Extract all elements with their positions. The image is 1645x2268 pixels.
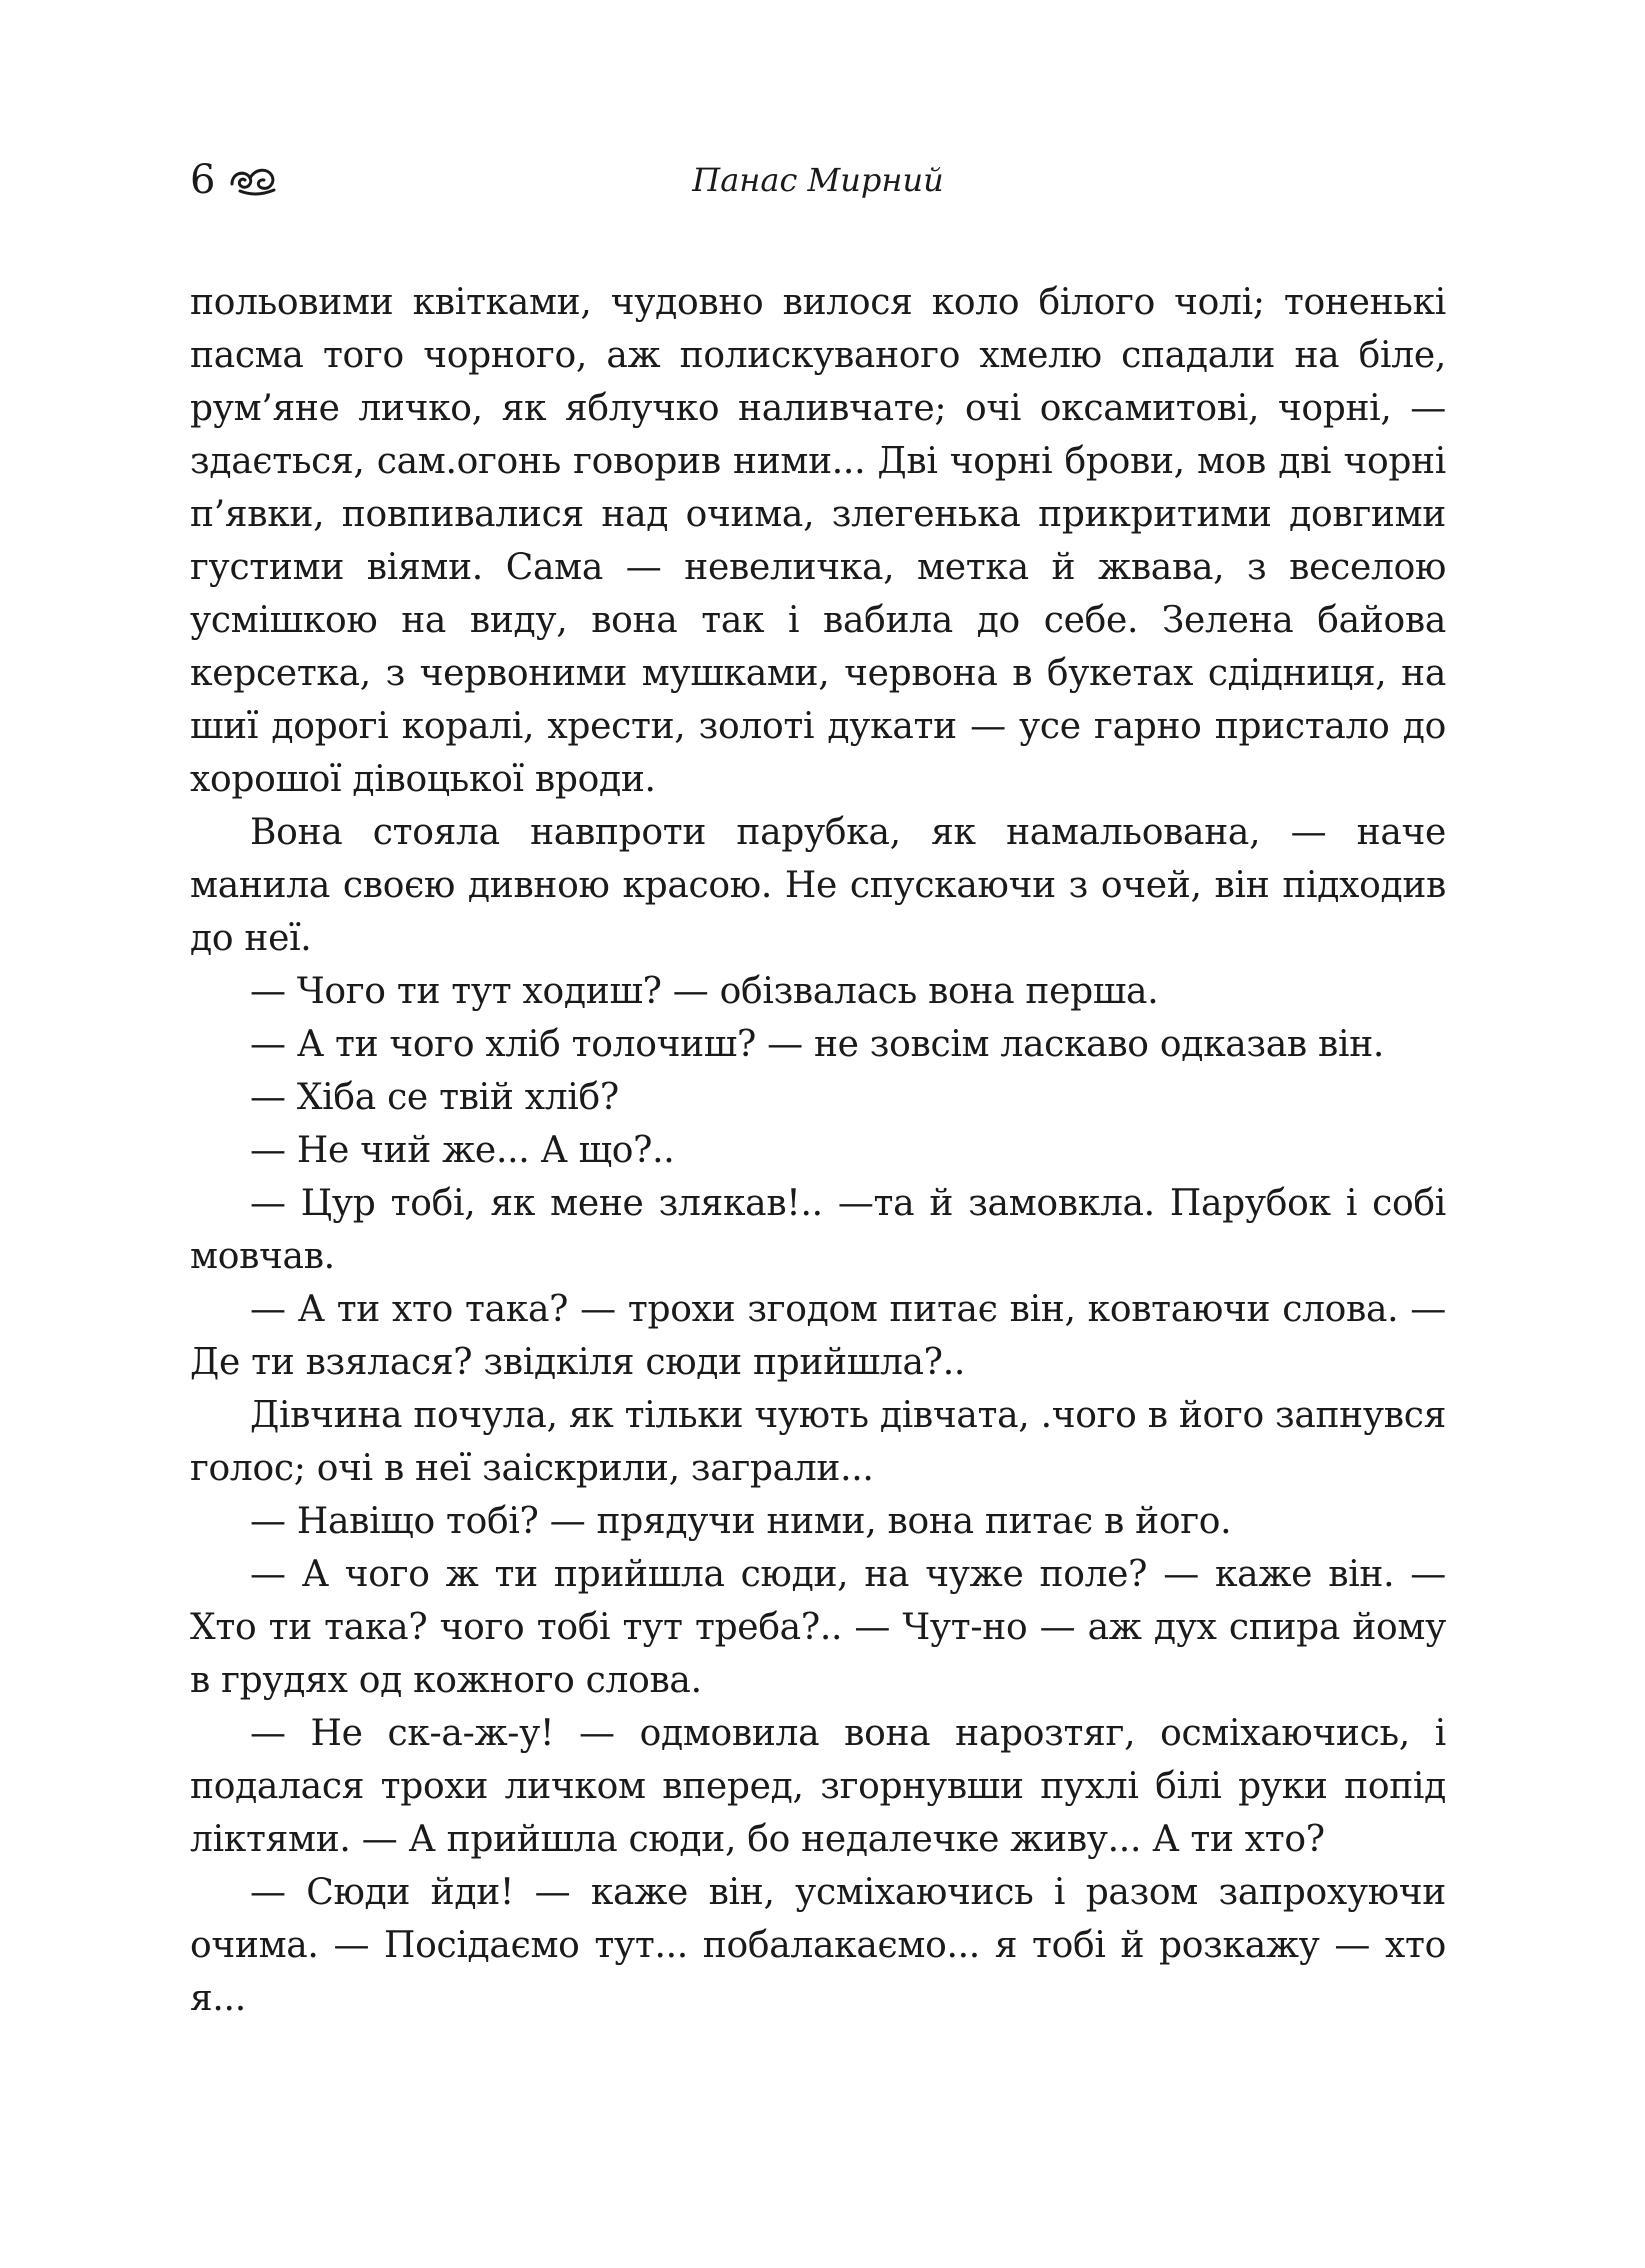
page-header: [190, 152, 1446, 212]
paragraph: Вона стояла навпроти парубка, як намальована, — наче манила своєю дивною красою. Не спускаючи з очей, він підходив до неї.: [190, 812, 1446, 959]
page-number: 6: [190, 157, 216, 203]
dialogue-line: — Навіщо тобі? — прядучи ними, вона питає в його.: [250, 1501, 1232, 1542]
page-body: [190, 276, 1446, 2025]
dialogue-line: — А чого ж ти прийшла сюди, на чуже поле? — каже він. — Хто ти така? чого тобі тут треба?.. — Чут-но — аж дух спира йому в грудях од кожного слова.: [190, 1554, 1446, 1701]
dialogue-line: — Чого ти тут ходиш? — обізвалась вона перша.: [250, 971, 1159, 1012]
dialogue-line: — А ти хто така? — трохи згодом питає він, ковтаючи слова. — Де ти взялася? звідкіля сюди прийшла?..: [190, 1289, 1446, 1383]
dialogue-line: — А ти чого хліб толочиш? — не зовсім ласкаво одказав він.: [250, 1024, 1385, 1065]
running-title: Панас Мирний: [692, 161, 944, 199]
dialogue-line: — Не чий же... А що?..: [250, 1130, 675, 1171]
paragraph: польовими квітками, чудовно вилося коло білого чолі; тоненькі пасма того чорного, аж полискуваного хмелю спадали на біле, рум’яне личко, як яблучко наливчате; очі оксамитові, чорні, — здається, сам.огонь говорив ними... Дві чорні брови, мов дві чорні п’явки, повпивалися над очима, злегенька прикритими довгими густими віями. Сама — невеличка, метка й жвава, з веселою усмішкою на виду, вона так і вабила до себе. Зелена байова керсетка, з червоними мушками, червона в букетах сдідниця, на шиї дорогі коралі, хрести, золоті дукати — усе гарно пристало до хорошої дівоцької вроди.: [190, 282, 1446, 800]
dialogue-line: — Сюди йди! — каже він, усміхаючись і разом запрохуючи очима. — Посідаємо тут... побалакаємо... я тобі й розкажу — хто я...: [190, 1872, 1446, 2019]
paragraph: Дівчина почула, як тільки чують дівчата, .чого в його запнувся голос; очі в неї заіскрили, заграли...: [190, 1395, 1446, 1489]
dialogue-line: — Не ск-а-ж-у! — одмовила вона нарозтяг, осміхаючись, і подалася трохи личком вперед, згорнувши пухлі білі руки попід ліктями. — А прийшла сюди, бо недалечке живу... А ти хто?: [190, 1713, 1446, 1860]
dialogue-line: — Цур тобі, як мене злякав!.. —та й замовкла. Парубок і собі мовчав.: [190, 1183, 1446, 1277]
dialogue-line: — Хіба се твій хліб?: [250, 1077, 619, 1118]
